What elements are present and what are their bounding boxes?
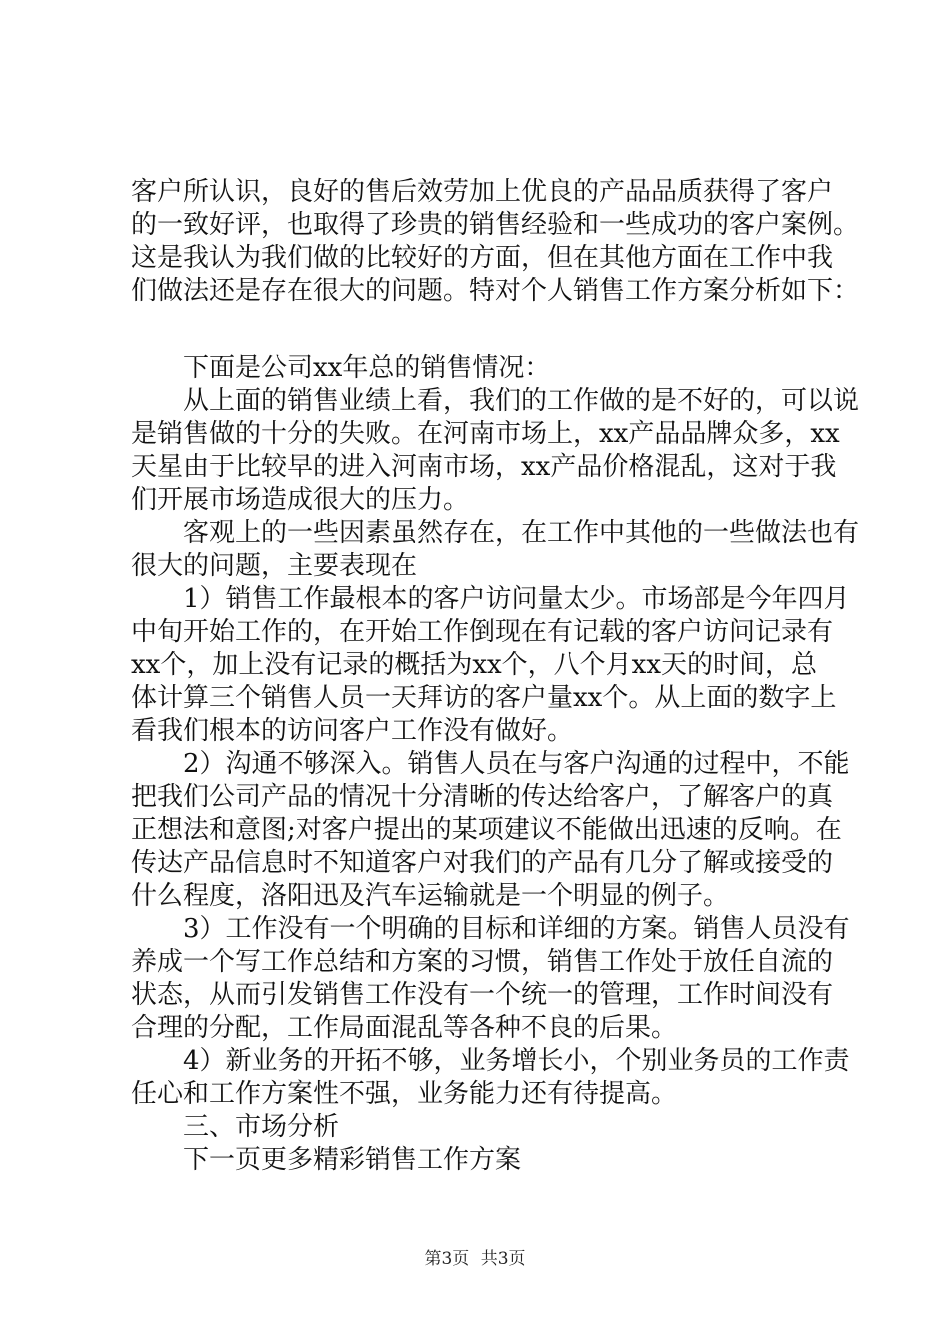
paragraph-line: 状态，从而引发销售工作没有一个统一的管理，工作时间没有 <box>131 980 834 1010</box>
paragraph-line: 的一致好评，也取得了珍贵的销售经验和一些成功的客户案例。 <box>131 210 860 240</box>
paragraph-line: 是销售做的十分的失败。在河南市场上，xx产品品牌众多，xx <box>131 419 840 449</box>
paragraph-line: 2）沟通不够深入。销售人员在与客户沟通的过程中，不能 <box>183 749 850 779</box>
paragraph-line: 体计算三个销售人员一天拜访的客户量xx个。从上面的数字上 <box>131 683 837 713</box>
paragraph-line: 任心和工作方案性不强，业务能力还有待提高。 <box>131 1079 678 1109</box>
paragraph-line: 下面是公司xx年总的销售情况： <box>183 353 551 383</box>
paragraph-line: 什么程度，洛阳迅及汽车运输就是一个明显的例子。 <box>131 881 730 911</box>
paragraph-line: 1）销售工作最根本的客户访问量太少。市场部是今年四月 <box>183 584 850 614</box>
paragraph-line: 合理的分配，工作局面混乱等各种不良的后果。 <box>131 1013 678 1043</box>
paragraph-line: 们开展市场造成很大的压力。 <box>131 485 470 515</box>
next-page-link[interactable]: 下一页更多精彩销售工作方案 <box>183 1145 522 1175</box>
paragraph-line: 4）新业务的开拓不够，业务增长小，个别业务员的工作责 <box>183 1046 850 1076</box>
page-total: 共3页 <box>480 1249 526 1269</box>
paragraph-line: 们做法还是存在很大的问题。特对个人销售工作方案分析如下： <box>131 276 860 306</box>
paragraph-line: 传达产品信息时不知道客户对我们的产品有几分了解或接受的 <box>131 848 834 878</box>
paragraph-line: 3）工作没有一个明确的目标和详细的方案。销售人员没有 <box>183 914 850 944</box>
page-number: 第3页 <box>424 1249 470 1269</box>
paragraph-line: 把我们公司产品的情况十分清晰的传达给客户，了解客户的真 <box>131 782 834 812</box>
paragraph-line: 天星由于比较早的进入河南市场，xx产品价格混乱，这对于我 <box>131 452 837 482</box>
paragraph-line: xx个，加上没有记录的概括为xx个，八个月xx天的时间，总 <box>131 650 817 680</box>
paragraph-line: 看我们根本的访问客户工作没有做好。 <box>131 716 574 746</box>
paragraph-line: 中旬开始工作的，在开始工作倒现在有记载的客户访问记录有 <box>131 617 834 647</box>
section-heading: 三、市场分析 <box>183 1112 340 1142</box>
page-footer <box>0 1244 950 1269</box>
paragraph-line: 这是我认为我们做的比较好的方面，但在其他方面在工作中我 <box>131 243 834 273</box>
paragraph-line: 养成一个写工作总结和方案的习惯，销售工作处于放任自流的 <box>131 947 834 977</box>
paragraph-line: 客观上的一些因素虽然存在，在工作中其他的一些做法也有 <box>183 518 860 548</box>
paragraph-line: 客户所认识，良好的售后效劳加上优良的产品品质获得了客户 <box>131 177 834 207</box>
paragraph-line: 很大的问题，主要表现在 <box>131 551 418 581</box>
document-body <box>131 176 860 1177</box>
paragraph-line: 正想法和意图;对客户提出的某项建议不能做出迅速的反响。在 <box>131 815 842 845</box>
paragraph-gap <box>131 308 831 352</box>
paragraph-line: 从上面的销售业绩上看，我们的工作做的是不好的，可以说 <box>183 386 860 416</box>
